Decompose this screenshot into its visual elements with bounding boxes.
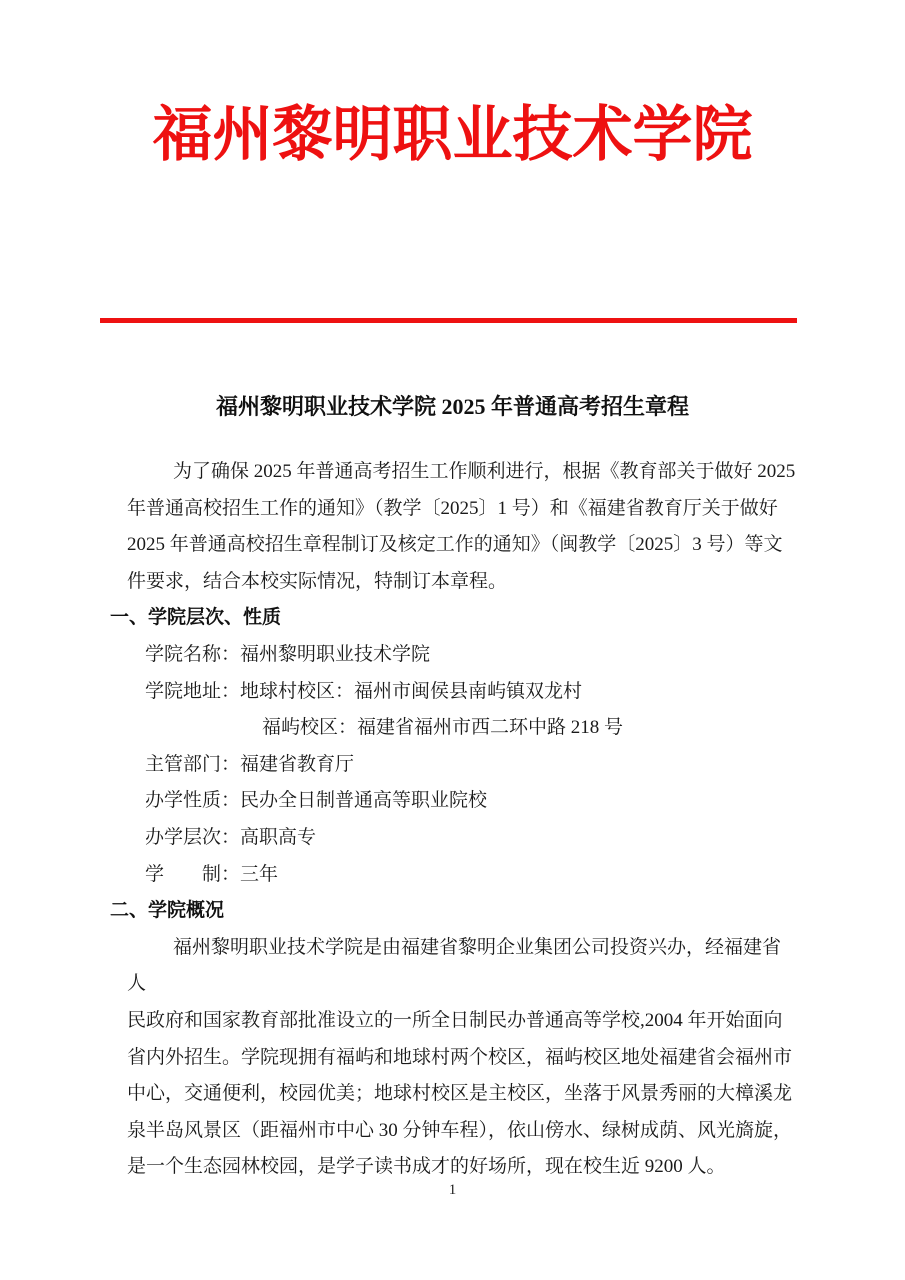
document-title: 福州黎明职业技术学院 2025 年普通高考招生章程 bbox=[215, 394, 689, 419]
supervising-department-item: 主管部门：福建省教育厅 bbox=[145, 753, 355, 775]
overview-line-5: 泉半岛风景区（距福州市中心 30 分钟车程），依山傍水、绿树成荫、风光旖旋， bbox=[127, 1119, 793, 1141]
intro-line-2: 年普通高校招生工作的通知》（教学〔2025〕1 号）和《福建省教育厅关于做好 bbox=[127, 497, 778, 519]
college-name-item: 学院名称：福州黎明职业技术学院 bbox=[145, 643, 431, 665]
section-1-heading: 一、学院层次、性质 bbox=[110, 607, 282, 629]
overview-line-3: 省内外招生。学院现拥有福屿和地球村两个校区，福屿校区地处福建省会福州市 bbox=[127, 1046, 793, 1068]
intro-line-4: 件要求，结合本校实际情况，特制订本章程。 bbox=[127, 570, 508, 592]
document-body bbox=[110, 454, 799, 1186]
page-number: 1 bbox=[448, 1182, 457, 1198]
overview-line-2: 民政府和国家教育部批准设立的一所全日制民办普通高等学校,2004 年开始面向 bbox=[127, 1009, 783, 1031]
red-divider-line bbox=[100, 318, 797, 323]
overview-line-4: 中心，交通便利，校园优美；地球村校区是主校区，坐落于风景秀丽的大樟溪龙 bbox=[127, 1083, 793, 1105]
overview-line-6: 是一个生态园林校园，是学子读书成才的好场所，现在校生近 9200 人。 bbox=[127, 1156, 726, 1178]
education-level-item: 办学层次：高职高专 bbox=[145, 826, 317, 848]
school-nature-item: 办学性质：民办全日制普通高等职业院校 bbox=[145, 790, 488, 812]
college-address-item: 学院地址：地球村校区：福州市闽侯县南屿镇双龙村 bbox=[145, 680, 583, 702]
study-duration-item: 学 制：三年 bbox=[145, 863, 279, 885]
intro-line-1: 为了确保 2025 年普通高考招生工作顺利进行，根据《教育部关于做好 2025 bbox=[173, 461, 796, 482]
college-address-campus2-item: 福屿校区：福建省福州市西二环中路 218 号 bbox=[262, 717, 624, 739]
overview-line-1: 福州黎明职业技术学院是由福建省黎明企业集团公司投资兴办，经福建省人 bbox=[127, 936, 782, 995]
intro-line-3: 2025 年普通高校招生章程制订及核定工作的通知》（闽教学〔2025〕3 号）等文 bbox=[127, 534, 783, 556]
school-header-title: 福州黎明职业技术学院 bbox=[152, 101, 753, 168]
section-2-heading: 二、学院概况 bbox=[110, 900, 225, 922]
